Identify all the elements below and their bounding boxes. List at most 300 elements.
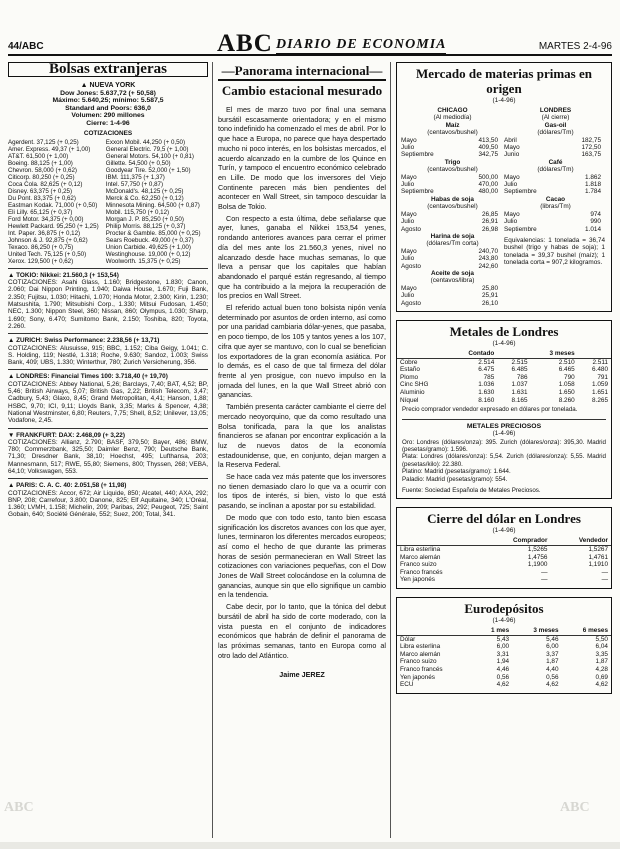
table-row [397,643,611,651]
month-label: Julio [401,218,415,226]
table-cell: Marco alemán [400,650,441,658]
table-cell: 791 [597,373,608,381]
commodity-name: Harina de soja [430,232,475,240]
table-row [397,381,611,389]
table-header-row [397,350,611,358]
paris-section [8,478,208,518]
ny-summary-line: Volumen: 290 millones [71,112,145,120]
table-cell: 1,1910 [588,561,608,569]
quote-cell: United Tech. 75,125 (+ 0,50) [8,250,87,258]
quote-cell: Exxon Mobil. 44,250 (+ 0,50) [105,138,186,146]
header-rule [8,54,612,56]
metales-note: Precio comprador vendedor expresado en dólares por tonelada. [402,406,578,414]
price-value: 243,80 [478,255,498,263]
table-cell: 8.165 [511,396,528,404]
commodity-row [401,151,504,158]
price-value: 240,70 [478,247,498,255]
commodity-row [504,211,607,218]
table-cell: 6.475 [478,366,495,374]
quote-cell: Philip Morris. 88,125 (+ 0,37) [105,222,186,230]
table-row [397,561,611,569]
table-cell: 1,4761 [588,553,608,561]
column-header: Comprador [481,537,551,545]
table-cell: 785 [483,373,495,381]
price-value: 26,98 [482,225,498,233]
commodity-row [401,218,504,225]
month-label: Septiembre [401,188,434,196]
quote-cell: Sears Roebuck. 49,000 (+ 0,37) [105,236,194,244]
quote-cell: Merck & Co. 62,250 (+ 0,12) [105,194,184,202]
price-value: 409,50 [478,144,498,152]
ny-summary-line: Standard and Poors: 636,0 [65,104,151,112]
table-cell: 2.514 [478,358,495,366]
table-cell: Libra esterlina [400,643,441,651]
column-header [397,627,474,635]
quote-cell: AT&T. 61,500 (+ 1,00) [8,152,69,160]
preciosos-source: Fuente: Sociedad Española de Metales Preciosos. [402,486,541,494]
quote-cell: Mobil. 115,750 (+ 0,12) [105,208,170,216]
market-boxes-column [396,62,612,838]
commodity-row [401,255,504,262]
table-cell: 5,46 [546,635,559,643]
month-label: Abril [504,136,517,144]
zurich-heading: ▲ ZURICH: Swiss Performance: 2.238,56 (+ 13,71) [8,337,160,345]
precious-metal-line: Oro: Londres (dólares/onza): 395. Zurich (dólares/onza): 395,30. Madrid (pesetas/gramo): 1.596. [402,438,606,453]
column-header: 6 meses [562,627,611,635]
table-cell: 786 [516,373,528,381]
zurich-section [8,333,208,366]
table-cell: Franco suizo [400,658,437,666]
price-value: 500,00 [478,173,498,181]
preciosos-lines [397,437,611,485]
quote-cell: Minnesota Mining. 64,500 (+ 0,87) [105,201,200,209]
commodity-row [504,144,607,151]
price-value: 1.818 [585,181,601,189]
month-label: Septiembre [504,188,537,196]
table-cell: 4,40 [546,665,559,673]
table-row [8,209,208,216]
table-row [8,181,208,188]
table-cell: 5,43 [496,635,510,643]
metales-title: Metales de Londres [449,323,559,339]
quote-cell: General Motors. 54,100 (+ 0,81) [105,152,194,160]
month-label: Septiembre [401,151,434,159]
table-row [397,545,611,553]
precious-metal-line: Platino: Madrid (pesetas/gramo): 1.644. [402,468,511,476]
table-row [8,230,208,237]
column-header: Vendedor [550,537,611,545]
frankfurt-section [8,428,208,476]
londres-heading: LONDRES [539,107,572,114]
commodity-row [401,285,504,292]
table-cell: 1.631 [511,388,528,396]
column-header: Contado [449,350,497,358]
quote-cell: Xerox. 129,500 (+ 0,62) [8,257,74,265]
cierre-date: (1-4-96) [492,527,516,535]
commodity-row [504,188,607,195]
table-cell: Yen japonés [400,673,435,681]
commodity-unit: (dólares/Tm) [537,166,574,174]
price-value: 172,50 [581,144,601,152]
table-cell: 1.651 [592,388,608,396]
ny-summary [8,90,208,128]
materias-primas-box [396,62,612,312]
table-row [8,223,208,230]
table-cell: 1,87 [546,658,559,666]
commodity-row [401,300,504,307]
month-label: Julio [401,255,415,263]
month-label: Mayo [401,210,417,218]
column-header: 3 meses [531,350,578,358]
tokio-heading: ▲ TOKIO: Nikkei: 21.560,3 (+ 153,54) [8,271,119,279]
table-cell: 0,69 [595,673,608,681]
table-row [397,674,611,682]
price-value: 26,10 [482,299,498,307]
panorama-title: —Panorama internacional— [218,62,386,81]
price-value: 413,50 [478,136,498,144]
month-label: Agosto [401,262,421,270]
table-row [397,389,611,397]
table-row [8,237,208,244]
table-row [8,251,208,258]
table-cell: 6.480 [592,366,608,374]
commodity-row [504,226,607,233]
table-row [397,635,611,643]
commodity-unit: (centavos/bushel) [427,129,478,137]
euro-title: Eurodepósitos [464,600,544,616]
table-row [397,651,611,659]
table-cell: — [541,568,548,576]
price-value: 1.784 [585,188,601,196]
table-row [8,153,208,160]
quote-cell: IBM. 111,375 (+ 1,37) [105,173,165,181]
commodity-row [401,174,504,181]
quote-cell: Woolworth. 15,375 (+ 0,25) [105,257,181,265]
zurich-quotes: COTIZACIONES: Alusuisse, 915; BBC, 1.152; Ciba Geigy, 1.041; C. S. Holding, 119; Nestlé, 1.318; Roche, 9.630; Sandoz, 1.003; Swiss Bank, 409; UBS, 1.330; Winterthur, 780; Zurich Versicherung, 356. [8,344,208,367]
price-value: 470,00 [478,181,498,189]
price-value: 163,75 [581,151,601,159]
month-label: Mayo [401,136,417,144]
preciosos-title: METALES PRECIOSOS [466,422,542,430]
commodity-unit: (centavos/libra) [430,277,475,285]
month-label: Mayo [504,210,520,218]
commodity-unit: (libras/Tm) [540,203,571,211]
frankfurt-quotes: COTIZACIONES: Allianz, 2.790; BASF, 379,50; Bayer, 486; BMW, 780; Commerzbank, 325,50; Daimler Benz, 790; Deutsche Bank, 71,30; Dresdner Bank, 38,10; Hoechst, 495; Lufthansa, 203; Mannesmann, 517; RWE, 55,80; Siemens, 800; Thyssen, 268; VEBA, 64,10; Volkswagen, 553. [8,438,208,475]
bolsas-title: Bolsas extranjeras [8,62,208,77]
quote-cell: Boeing. 88,125 (+ 1,00) [8,159,73,167]
month-label: Mayo [504,144,520,152]
table-row [8,174,208,181]
euro-date: (1-4-96) [492,616,516,624]
commodity-unit: (dólares/Tm) [537,129,574,137]
precious-metal-line: Paladio: Madrid (pesetas/gramo): 554. [402,475,508,483]
quote-cell: Goodyear Tire. 52,000 (+ 1,50) [105,166,191,174]
table-cell: 3,31 [496,650,510,658]
month-label: Agosto [401,225,421,233]
scan-strip [0,842,620,849]
paris-quotes: COTIZACIONES: Accor, 672; Air Liquide, 850; Alcatel, 440; AXA, 292; BNP, 208; Carrefour, 3.800; Danone, 825; Elf Aquitaine, 340; L'Oréal, 1.360; LVMH, 1.158; Michelin, 209; Paribas, 292; Peugeot, 725; Saint Gobain, 640; Société Générale, 552; Suez, 200; Total, 341. [8,489,208,519]
table-row [397,658,611,666]
table-cell: Estaño [400,366,420,374]
quote-cell: Agerdent. 37,125 (+ 0,25) [8,138,79,146]
table-row [397,576,611,584]
table-cell: Dólar [400,635,416,643]
month-label: Junio [504,151,520,159]
month-label: Julio [401,292,415,300]
price-value: 242,60 [478,262,498,270]
table-cell: Cobre [400,358,418,366]
ny-summary-line: Cierre: 1-4-96 [86,119,130,127]
price-value: 25,91 [482,292,498,300]
panorama-body [218,105,386,660]
table-row [397,397,611,405]
month-label: Mayo [401,284,417,292]
commodity-row [401,181,504,188]
quote-cell: Ford Motor. 34,375 (+ 0,00) [8,215,84,223]
commodity-name: Trigo [444,158,461,166]
preciosos-date: (1-4-96) [492,429,516,437]
month-label: Mayo [504,173,520,181]
tokio-quotes: COTIZACIONES: Asahi Glass, 1.160; Bridgestone, 1.830; Canon, 2.060; Dai Nippon Printing, 1.940; Daiwa House, 1.670; Fuji Bank, 2.350; Fujitsu, 1.030; Hitachi, 1.070; Honda Motor, 2.300; Kirin, 1.230; Matsushita, 1.790; Mitsubishi Corp., 1.330; Mitsui Fudosan, 1.450; NEC, 1.300; Nippon Steel, 360; Nissan, 860; Olympus, 1.030; Sharp, 1.690; Sony, 6.470; Sumitomo Bank, 2.150; Toshiba, 820; Toyota, 2.260. [8,279,208,330]
quote-cell: Hewlett Packard. 95,250 (+ 1,25) [8,222,99,230]
commodity-name: Cacao [545,195,566,203]
commodity-name: Aceite de soja [431,269,474,277]
table-cell: 2.511 [592,358,608,366]
month-label: Julio [401,181,415,189]
price-value: 342,75 [478,151,498,159]
table-row [8,258,208,265]
month-label: Mayo [401,173,417,181]
price-value: 182,75 [581,136,601,144]
table-row [397,366,611,374]
commodity-name: Habas de soja [431,195,474,203]
commodity-row [401,263,504,270]
table-cell: 1.037 [511,381,528,389]
price-value: 25,80 [482,284,498,292]
bolsas-extranjeras-column [8,62,208,838]
quote-cell: Eli Lilly. 65,125 (+ 0,37) [8,208,73,216]
column-divider [390,62,391,838]
equivalencias-note: Equivalencias: 1 tonelada = 36,74 bushel (trigo y habas de soja); 1 tonelada = 39,37 bushel (maíz); 1 tonelada corta = 907,2 kilogramos. [504,236,605,267]
commodity-unit: (centavos/bushel) [427,203,478,211]
quote-cell: General Electric. 79,5 (+ 1,00) [105,145,189,153]
table-cell: 2.510 [558,358,575,366]
cierre-table [397,537,611,584]
commodity-row [401,188,504,195]
quote-cell: Coca Cola. 82,625 (+ 0,12) [8,180,83,188]
ny-heading: ▲ NUEVA YORK [80,82,136,90]
price-value: 26,85 [482,210,498,218]
table-row [8,202,208,209]
table-cell: 1.058 [558,381,575,389]
table-row [8,160,208,167]
table-row [8,216,208,223]
materias-date: (1-4-96) [492,97,516,104]
table-row [397,554,611,562]
quote-cell: Du Pont. 83,375 (+ 0,62) [8,194,76,202]
table-cell: 1.036 [478,381,495,389]
londres-quotes: COTIZACIONES: Abbey National, 5,26; Barclays, 7,40; BAT, 4,52; BP, 5,46; British Airways, 5,07; British Gas, 2,22; British Telecom, 3,47; Cadbury, 5,43; Glaxo, 8,45; Grand Metropolitan, 4,41; Hanson, 1,88; HSBC, 9,70; ICI, 9,11; Lloyds Bank, 3,35; Marks & Spencer, 4,38; National Westminster, 6,80; Reuters, 7,75; Shell, 8,52; Unilever, 13,05; Vodafone, 2,45. [8,380,208,425]
table-cell: 8.260 [558,396,575,404]
author-signature: Jaime JEREZ [279,670,325,680]
article-paragraph: Cabe decir, por lo tanto, que la tónica del debut bursátil de abril ha sido de corte moderado, con la vista puesta en el conjunto de indicadores económicos que habrán de definir el panorama de las próximas semanas, tanto en Europa como al otro lado del Atlántico. [218,602,386,660]
price-value: 1.014 [585,225,601,233]
table-cell: 1,4756 [527,553,548,561]
month-label: Septiembre [504,225,537,233]
frankfurt-heading: ▼ FRANKFURT: DAX: 2.468,09 (+ 3,22) [8,431,125,439]
month-label: Mayo [401,247,417,255]
metales-table [397,350,611,404]
euro-table [397,627,611,689]
divider [402,419,606,420]
quote-cell: Intel. 57,750 (+ 0,87) [105,180,164,188]
quote-cell: Westinghouse. 19,000 (+ 0,12) [105,250,191,258]
supplement-title: DIARIO DE ECONOMIA [276,37,446,55]
article-paragraph: Con respecto a esta última, debe señalarse que ayer, lunes, ganaba el Nikkei 153,54 yenes, rondando anteriores avances para cerrar el primer día del mes ante los 21.560,3 yenes, nivel no alcanzado desde hace muchas semanas, lo que lleva a pensar que los capitales que habían abandonado el parqué están regresando, al tiempo que ha contribuido a la mejora la recuperación de los precios en Wall Street. [218,213,386,301]
precious-metal-line: Plata: Londres (dólares/onza): 5,54. Zurich (dólares/onza): 5,55. Madrid (pesetas/kilo): 22.380. [402,453,606,468]
price-value: 480,00 [478,188,498,196]
panorama-subtitle: Cambio estacional mesurado [221,83,383,98]
table-cell: 3,35 [595,650,608,658]
table-cell: 4,62 [496,681,510,689]
table-cell: 1,1900 [527,561,548,569]
table-cell: 2.515 [511,358,528,366]
article-paragraph: Se hace cada vez más patente que los inversores no tienen demasiado claro lo que va a ocurrir con los tipos de interés, si bien, visto lo que está pasando, se inclinan a apostar por su estabilidad. [218,472,386,511]
table-cell: 6.465 [558,366,575,374]
commodity-unit: (dólares/Tm corta) [426,240,479,248]
commodity-row [504,174,607,181]
article-paragraph: También presenta carácter cambiante el cierre del mercado neoyorquino, que da como resultado una Bolsa tonificada, para la que los analistas financieros se afanan por encontrar explicación a la luz de nuevos datos de la economía estadounidense, que, en conjunto, dejan margen a la Reserva Federal. [218,402,386,470]
ny-summary-line: Máximo: 5.640,25; mínimo: 5.587,5 [52,97,164,105]
ny-quotes-table [8,139,208,265]
abc-watermark: ABC [560,800,590,815]
article-paragraph: De modo que con todo esto, tanto bien escasa significación los discretos avances con los que ayer, lunes, terminaron los diferentes mercados europeos; así como el hecho de que durante las primeras horas de sesión permanecieran en Wall Street las cotizaciones con variaciones pequeñas, con el Dow Jones de Wall Street colocándose en la columna de ganancias, aunque sin que ello signifique un cambio en la tendencia. [218,512,386,600]
commodity-name: Gas-oil [544,121,567,129]
metales-date: (1-4-96) [492,339,516,347]
table-cell: 6,04 [595,643,608,651]
table-cell: ECU [400,681,414,689]
masthead-logo: ABC [217,30,273,57]
materias-title: Mercado de materias primas en origen [416,66,592,96]
table-cell: 4,46 [496,665,510,673]
table-cell: 1,87 [595,658,608,666]
chicago-subheading: (Al mediodía) [433,114,472,122]
spacer [397,307,611,311]
price-value: 974 [590,210,601,218]
table-row [8,244,208,251]
table-row [8,188,208,195]
page-header [8,0,612,58]
commodity-row [504,137,607,144]
table-cell: 6.485 [511,366,528,374]
abc-watermark: ABC [4,800,34,815]
table-row [397,569,611,577]
table-cell: Cinc SHG [400,381,429,389]
table-cell: 1.059 [592,381,608,389]
metales-box [396,320,612,499]
table-row [8,139,208,146]
column-header [397,350,449,358]
tokio-section [8,268,208,330]
eurodepositos-box [396,597,612,694]
table-row [397,374,611,382]
londres-subheading: (Al cierre) [541,114,570,122]
table-cell: Marco alemán [400,553,441,561]
commodity-name: Maíz [445,121,460,129]
chicago-column [401,107,504,307]
column-header [578,350,611,358]
table-cell: Yen japonés [400,576,435,584]
commodity-row [401,211,504,218]
table-cell: Franco suizo [400,561,437,569]
paris-heading: ▲ PARIS: C. A. C. 40: 2.051,58 (+ 11,98) [8,482,127,490]
table-header-row [397,627,611,635]
month-label: Agosto [401,299,421,307]
table-cell: Aluminio [400,388,425,396]
table-cell: 1,5267 [588,545,608,553]
table-cell: 6,00 [496,643,510,651]
quote-cell: Texaco. 86,250 (+ 0,75) [8,243,74,251]
price-value: 990 [590,218,601,226]
table-row [8,167,208,174]
table-cell: 3,37 [546,650,559,658]
quote-cell: Procter & Gamble. 85,000 (+ 0,25) [105,229,201,237]
table-cell: 5,50 [595,635,608,643]
commodity-row [401,137,504,144]
londres-heading: ▲ LONDRES: Financial Times 100: 3.718,40 (+ 19,70) [8,373,168,381]
table-cell: 0,56 [546,673,559,681]
quote-cell: Union Carbide. 49,625 (+ 1,00) [105,243,191,251]
table-row [8,195,208,202]
table-cell: Plomo [400,373,419,381]
commodity-row [401,292,504,299]
article-paragraph: El referido actual buen tono bolsista nipón venía determinado por asuntos de orden interno, así como por una paridad cambiaria dólar-yenes, que pasaba, en poco tiempo, de los 105 y tantos yenes a los 107, cifra que ayer se mantuvo, con lo cual se benefician los exportadores de la gran economía asiática. Por lo demás, es el caso de que tal firmeza del dólar frente al yen prosigue, con nuevo impulso en la jornada del lunes, en la que Wall Street abrió con ganancias. [218,303,386,400]
table-cell: — [601,568,608,576]
table-cell: — [541,576,548,584]
month-label: Julio [401,144,415,152]
quote-cell: McDonald's. 48,125 (+ 0,25) [105,187,184,195]
table-header-row [397,537,611,545]
table-cell: 1.630 [478,388,495,396]
quote-cell: Morgan J. P. 85,250 (+ 0,50) [105,215,184,223]
materias-columns [397,107,611,307]
table-cell: — [601,576,608,584]
page-number: 44/ABC [8,41,44,52]
column-header: 3 meses [512,627,561,635]
quote-cell: Johnson & J. 92,875 (+ 0,62) [8,236,88,244]
commodity-row [401,248,504,255]
table-row [397,358,611,366]
quote-cell: Citicorp. 80,250 (+ 0,25) [8,173,75,181]
issue-date: MARTES 2-4-96 [538,41,612,52]
table-row [8,146,208,153]
table-cell: 1,94 [496,658,510,666]
commodity-row [504,218,607,225]
quote-cell: Eastman Kodak. 71,000 (+ 0,50) [8,201,98,209]
panorama-column [218,62,386,838]
table-cell: 8.160 [478,396,495,404]
commodity-name: Café [548,158,563,166]
table-cell: Níquel [400,396,419,404]
table-cell: Franco francés [400,665,443,673]
ny-summary-line: Dow Jones: 5.637,72 (+ 50,58) [60,89,156,97]
quote-cell: Amer. Express. 49,37 (+ 1,00) [8,145,91,153]
table-cell: 4,28 [595,665,608,673]
table-cell: 8.265 [592,396,608,404]
table-cell: Libra esterlina [400,545,441,553]
table-cell: 0,56 [496,673,510,681]
commodity-row [504,151,607,158]
